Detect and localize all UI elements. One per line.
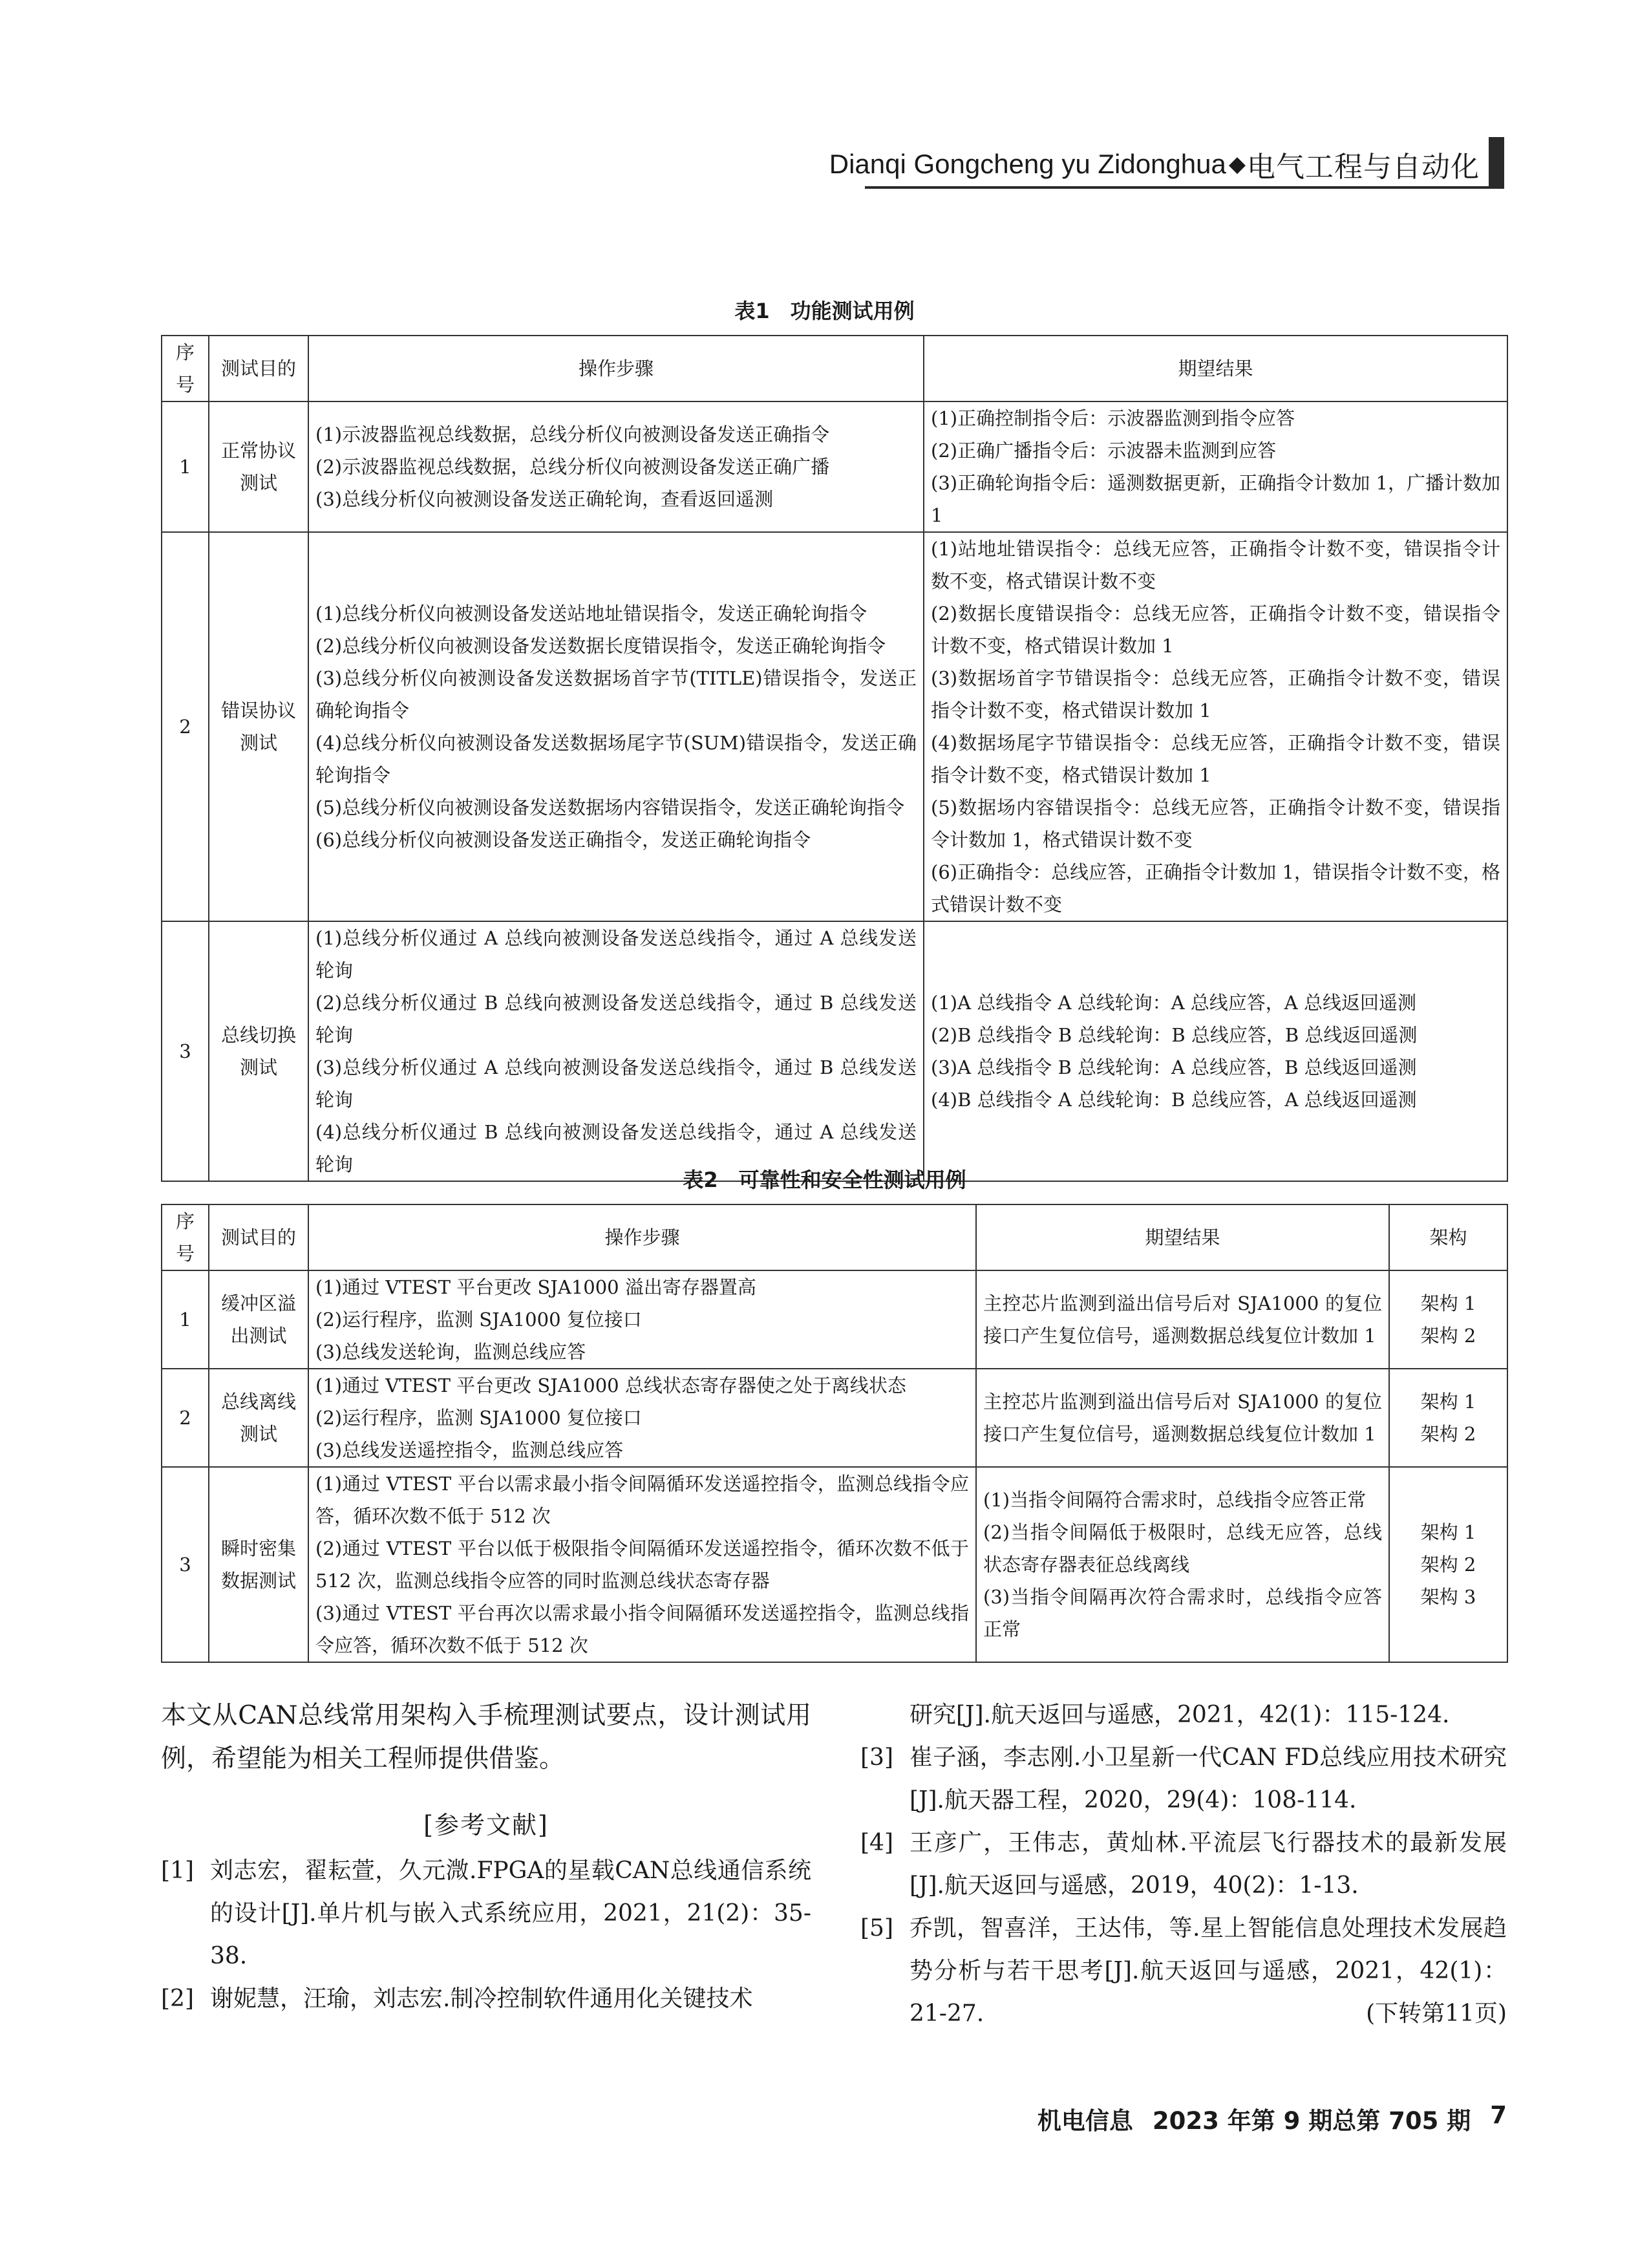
test-purpose (209, 921, 308, 1181)
table-row (162, 1369, 1507, 1467)
cell-line: (4)B 总线指令 A 总线轮询：B 总线应答，A 总线返回遥测 (931, 1089, 1417, 1111)
cell-line: (2)总线分析仪向被测设备发送数据长度错误指令，发送正确轮询指令 (315, 635, 886, 657)
cell-line: 错误协议 (220, 700, 296, 722)
expected-results (976, 1467, 1389, 1662)
cell-line: (1)通过 VTEST 平台更改 SJA1000 总线状态寄存器使之处于离线状态 (315, 1375, 906, 1396)
operation-steps (308, 1369, 976, 1467)
reference-item (860, 1822, 1507, 1907)
test-purpose (209, 1270, 308, 1369)
cell-line: 架构 2 (1420, 1554, 1476, 1576)
cell-line: 架构 2 (1420, 1423, 1476, 1445)
cell-line: (3)总线分析仪向被测设备发送正确轮询，查看返回遥测 (315, 488, 774, 510)
test-purpose (209, 1467, 308, 1662)
cell-line: 架构 1 (1420, 1391, 1476, 1413)
expected-results (924, 401, 1507, 532)
table-row (162, 1467, 1507, 1662)
cell-line: (1)当指令间隔符合需求时，总线指令应答正常 (983, 1489, 1367, 1511)
reference-number: [5] (860, 1915, 893, 1942)
cell-line: (6)正确指令：总线应答，正确指令计数加 1，错误指令计数不变，格式错误计数不变 (931, 861, 1500, 915)
cell-line: 出测试 (230, 1325, 287, 1347)
references-heading: [参考文献] (423, 1811, 549, 1839)
reference-text: 乔凯，智喜洋，王达伟，等.星上智能信息处理技术发展趋势分析与若干思考[J].航天返回与遥感，2021，42(1)：21-27. (910, 1915, 1507, 2027)
reference-text: 谢妮慧，汪瑜，刘志宏.制冷控制软件通用化关键技术 (210, 1985, 753, 2012)
conclusion-paragraph: 本文从CAN总线常用架构入手梳理测试要点，设计测试用例，希望能为相关工程师提供借鉴。 (161, 1701, 811, 1773)
cell-line: (2)示波器监视总线数据，总线分析仪向被测设备发送正确广播 (315, 456, 830, 478)
column-header: 操作步骤 (308, 1204, 976, 1270)
cell-line: (1)总线分析仪通过 A 总线向被测设备发送总线指令，通过 A 总线发送轮询 (315, 927, 917, 981)
continued-note: (下转第11页) (1366, 2000, 1507, 2027)
operation-steps (308, 921, 924, 1181)
cell-line: (1)总线分析仪向被测设备发送站地址错误指令，发送正确轮询指令 (315, 603, 867, 625)
architecture (1389, 1467, 1507, 1662)
cell-line: (4)总线分析仪向被测设备发送数据场尾字节(SUM)错误指令，发送正确轮询指令 (315, 732, 917, 786)
reference-text: 刘志宏，翟耘萱，久元溦.FPGA的星载CAN总线通信系统的设计[J].单片机与嵌入式系统应用，2021，21(2)：35-38. (210, 1857, 811, 1969)
cell-line: 主控芯片监测到溢出信号后对 SJA1000 的复位接口产生复位信号，遥测数据总线复位计数加 1 (983, 1391, 1382, 1445)
cell-line: (3)总线发送遥控指令，监测总线应答 (315, 1439, 624, 1461)
row-number: 3 (162, 921, 209, 1181)
expected-results (976, 1270, 1389, 1369)
row-number: 1 (162, 1270, 209, 1369)
table-row (162, 401, 1507, 532)
cell-line: 总线离线 (220, 1391, 296, 1413)
header-bar (1489, 137, 1504, 186)
page-footer (1037, 2101, 1507, 2136)
table1 (161, 335, 1508, 1182)
reference-text: 王彦广，王伟志，黄灿林.平流层飞行器技术的最新发展[J].航天返回与遥感，2019，40(2)：1-13. (910, 1830, 1507, 1899)
operation-steps (308, 1270, 976, 1369)
cell-line: 架构 1 (1420, 1521, 1476, 1543)
table-row (162, 921, 1507, 1181)
reference-number: [2] (161, 1985, 194, 2012)
column-header: 架构 (1389, 1204, 1507, 1270)
cell-line: (1)正确控制指令后：示波器监测到指令应答 (931, 407, 1295, 429)
operation-steps (308, 532, 924, 921)
page-number: 7 (1490, 2101, 1507, 2129)
reference-item (161, 1850, 811, 1978)
column-header: 测试目的 (209, 336, 308, 401)
cell-line: 架构 1 (1420, 1292, 1476, 1314)
cell-line: 主控芯片监测到溢出信号后对 SJA1000 的复位接口产生复位信号，遥测数据总线复位计数加 1 (983, 1292, 1382, 1347)
architecture (1389, 1369, 1507, 1467)
reference-number: [4] (860, 1830, 893, 1856)
footer-issue: 2023 年第 9 期总第 705 期 (1152, 2107, 1471, 2135)
footer-journal: 机电信息 (1037, 2107, 1133, 2135)
row-number: 2 (162, 1369, 209, 1467)
reference-item (161, 1978, 811, 2020)
table1-body (162, 401, 1507, 1181)
expected-results (924, 921, 1507, 1181)
row-number: 3 (162, 1467, 209, 1662)
operation-steps (308, 1467, 976, 1662)
cell-line: (3)当指令间隔再次符合需求时，总线指令应答正常 (983, 1586, 1382, 1640)
cell-line: 缓冲区溢 (220, 1292, 296, 1314)
architecture (1389, 1270, 1507, 1369)
column-header: 操作步骤 (308, 336, 924, 401)
cell-line: (3)总线分析仪通过 A 总线向被测设备发送总线指令，通过 B 总线发送轮询 (315, 1056, 917, 1111)
expected-results (976, 1369, 1389, 1467)
cell-line: 正常协议 (220, 440, 296, 462)
header-title: 电气工程与自动化 (1247, 151, 1480, 184)
cell-line: 测试 (239, 1423, 277, 1445)
column-header: 序号 (162, 336, 209, 401)
reference-number: [1] (161, 1857, 194, 1884)
reference-number: [3] (860, 1744, 893, 1771)
cell-line: (2)通过 VTEST 平台以低于极限指令间隔循环发送遥控指令，循环次数不低于 512 次，监测总线指令应答的同时监测总线状态寄存器 (315, 1537, 969, 1592)
header-pinyin: Dianqi Gongcheng yu Zidonghua (829, 149, 1226, 179)
table2-header-row (162, 1204, 1507, 1270)
reference-continuation: 研究[J].航天返回与遥感，2021，42(1)：115-124. (910, 1702, 1450, 1728)
cell-line: (6)总线分析仪向被测设备发送正确指令，发送正确轮询指令 (315, 829, 811, 851)
diamond-icon: ◆ (1228, 152, 1246, 177)
reference-item (860, 1737, 1507, 1822)
cell-line: 数据测试 (220, 1570, 296, 1592)
table1-header-row (162, 336, 1507, 401)
cell-line: 测试 (239, 732, 277, 754)
test-purpose (209, 532, 308, 921)
column-header: 测试目的 (209, 1204, 308, 1270)
cell-line: (2)正确广播指令后：示波器未监测到应答 (931, 440, 1277, 462)
cell-line: (4)总线分析仪通过 B 总线向被测设备发送总线指令，通过 A 总线发送轮询 (315, 1121, 917, 1175)
cell-line: (2)运行程序，监测 SJA1000 复位接口 (315, 1407, 642, 1429)
operation-steps (308, 401, 924, 532)
cell-line: (1)通过 VTEST 平台以需求最小指令间隔循环发送遥控指令，监测总线指令应答，循环次数不低于 512 次 (315, 1473, 969, 1527)
reference-item (860, 1907, 1507, 2035)
cell-line: (2)运行程序，监测 SJA1000 复位接口 (315, 1309, 642, 1331)
cell-line: 架构 3 (1420, 1586, 1476, 1608)
cell-line: (3)总线发送轮询，监测总线应答 (315, 1341, 586, 1363)
cell-line: (1)示波器监视总线数据，总线分析仪向被测设备发送正确指令 (315, 423, 830, 445)
table1-caption: 表1 功能测试用例 (734, 299, 915, 323)
column-header: 期望结果 (924, 336, 1507, 401)
header-rule (865, 186, 1504, 189)
row-number: 2 (162, 532, 209, 921)
right-column (860, 1694, 1507, 2035)
table2-body (162, 1270, 1507, 1662)
cell-line: (3)A 总线指令 B 总线轮询：A 总线应答，B 总线返回遥测 (931, 1056, 1417, 1078)
left-column (161, 1694, 811, 2020)
row-number: 1 (162, 401, 209, 532)
cell-line: (1)站地址错误指令：总线无应答，正确指令计数不变，错误指令计数不变，格式错误计数不变 (931, 538, 1500, 592)
cell-line: (3)通过 VTEST 平台再次以需求最小指令间隔循环发送遥控指令，监测总线指令应答，循环次数不低于 512 次 (315, 1602, 969, 1656)
cell-line: 测试 (239, 1056, 277, 1078)
column-header: 期望结果 (976, 1204, 1389, 1270)
reference-text: 崔子涵，李志刚.小卫星新一代CAN FD总线应用技术研究[J].航天器工程，2020，29(4)：108-114. (910, 1744, 1507, 1813)
cell-line: 测试 (239, 472, 277, 494)
table2-caption: 表2 可靠性和安全性测试用例 (683, 1168, 966, 1192)
cell-line: (2)B 总线指令 B 总线轮询：B 总线应答，B 总线返回遥测 (931, 1024, 1418, 1046)
column-header: 序号 (162, 1204, 209, 1270)
cell-line: (1)通过 VTEST 平台更改 SJA1000 溢出寄存器置高 (315, 1276, 756, 1298)
cell-line: (5)总线分析仪向被测设备发送数据场内容错误指令，发送正确轮询指令 (315, 797, 905, 818)
cell-line: (1)A 总线指令 A 总线轮询：A 总线应答，A 总线返回遥测 (931, 992, 1416, 1014)
cell-line: (4)数据场尾字节错误指令：总线无应答，正确指令计数不变，错误指令计数不变，格式错误计数加 1 (931, 732, 1500, 786)
cell-line: (2)数据长度错误指令：总线无应答，正确指令计数不变，错误指令计数不变，格式错误计数加 1 (931, 603, 1500, 657)
table-row (162, 1270, 1507, 1369)
table2 (161, 1204, 1508, 1663)
test-purpose (209, 401, 308, 532)
running-header (829, 144, 1480, 185)
cell-line: 瞬时密集 (220, 1537, 296, 1559)
cell-line: 架构 2 (1420, 1325, 1476, 1347)
test-purpose (209, 1369, 308, 1467)
cell-line: (2)当指令间隔低于极限时，总线无应答，总线状态寄存器表征总线离线 (983, 1521, 1382, 1576)
cell-line: 总线切换 (220, 1024, 296, 1046)
cell-line: (2)总线分析仪通过 B 总线向被测设备发送总线指令，通过 B 总线发送轮询 (315, 992, 917, 1046)
cell-line: (3)数据场首字节错误指令：总线无应答，正确指令计数不变，错误指令计数不变，格式错误计数加 1 (931, 667, 1500, 722)
cell-line: (3)正确轮询指令后：遥测数据更新，正确指令计数加 1，广播计数加 1 (931, 472, 1500, 526)
cell-line: (3)总线分析仪向被测设备发送数据场首字节(TITLE)错误指令，发送正确轮询指令 (315, 667, 917, 722)
table-row (162, 532, 1507, 921)
expected-results (924, 532, 1507, 921)
cell-line: (5)数据场内容错误指令：总线无应答，正确指令计数不变，错误指令计数加 1，格式错误计数不变 (931, 797, 1500, 851)
